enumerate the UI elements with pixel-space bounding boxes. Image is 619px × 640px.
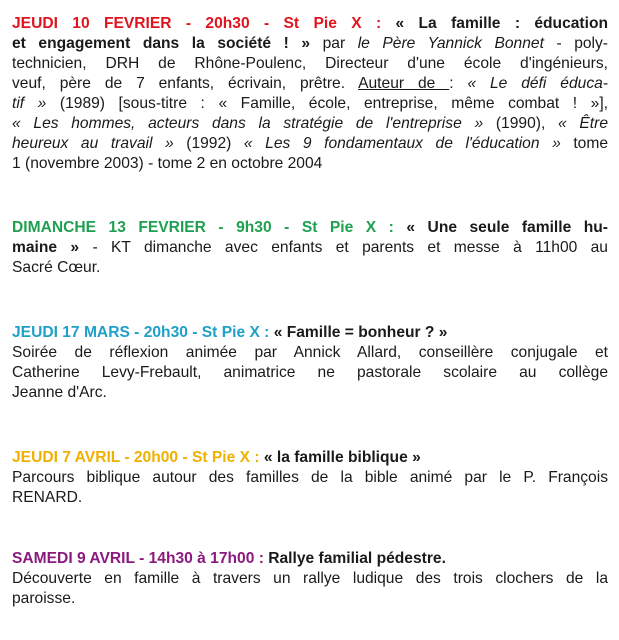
event-header: JEUDI 17 MARS - 20h30 - St Pie X : [12,324,270,341]
event-text: Catherine Levy-Frebault, animatrice ne pastorale scolaire au collège [12,364,608,381]
event-title: « Famille = bonheur ? » [269,324,448,341]
event-text: RENARD. [12,489,83,506]
event-text: - poly- [543,35,609,52]
event-text: : [449,75,468,92]
event-line [12,218,608,238]
event-line [12,134,608,154]
event-line [12,549,608,569]
event-samedi-9-avril [12,549,608,609]
event-text: technicien, DRH de Rhône-Poulenc, Directeur d'une école d'ingénieurs, [12,55,608,72]
event-text: Parcours biblique autour des familles de la bible animé par le P. François [12,469,608,486]
event-line [12,323,608,343]
event-line [12,569,608,589]
event-title: et engagement dans la société ! » [12,35,311,52]
event-line [12,383,608,403]
event-text: Soirée de réflexion animée par Annick Allard, conseillère conjugale et [12,344,608,361]
event-line [12,94,608,114]
event-line [12,488,608,508]
event-jeudi-10-fevrier [12,14,608,174]
event-header: JEUDI 7 AVRIL - 20h00 - St Pie X : [12,449,260,466]
event-auteur-label: Auteur de [358,75,450,92]
event-title: maine » [12,239,80,256]
event-text: (1989) [sous-titre : « Famille, école, entreprise, même combat ! »], [46,95,608,112]
event-line [12,343,608,363]
event-header: DIMANCHE 13 FEVRIER - 9h30 - St Pie X : [12,219,394,236]
event-text: (1990), [483,115,558,132]
event-text: tome [560,135,609,152]
event-text: paroisse. [12,590,76,607]
event-title: « La famille : éducation [395,15,609,32]
event-jeudi-7-avril [12,448,608,508]
event-line [12,363,608,383]
event-line [12,238,608,258]
event-title: Rallye familial pédestre. [263,550,446,567]
event-book-title: « Le défi éduca- [467,75,608,92]
event-book-title: « Les hommes, acteurs dans la stratégie de l'entreprise » [12,115,484,132]
event-speaker: le Père Yannick Bonnet [357,35,544,52]
event-text: par [310,35,358,52]
event-book-title: heureux au travail » [12,135,174,152]
event-text: Découverte en famille à travers un rallye ludique des trois clochers de la [12,570,608,587]
event-line [12,154,608,174]
event-text: Sacré Cœur. [12,259,101,276]
event-text: veuf, père de 7 enfants, écrivain, prêtre. [12,75,359,92]
event-text: (1992) [173,135,244,152]
event-title: « la famille biblique » [259,449,421,466]
event-text: Jeanne d'Arc. [12,384,107,401]
event-book-title: « Les 9 fondamentaux de l'éducation » [243,135,561,152]
event-text: 1 (novembre 2003) - tome 2 en octobre 2004 [12,155,323,172]
event-line [12,589,608,609]
event-header: JEUDI 10 FEVRIER - 20h30 - St Pie X : [12,15,382,32]
event-line [12,14,608,34]
event-line [12,448,608,468]
event-line [12,468,608,488]
event-jeudi-17-mars [12,323,608,403]
event-book-title: tif » [12,95,47,112]
event-line [12,74,608,94]
event-dimanche-13-fevrier [12,218,608,278]
event-text: - KT dimanche avec enfants et parents et messe à 11h00 au [79,239,608,256]
event-title: « Une seule famille hu- [406,219,608,236]
event-line [12,34,608,54]
event-book-title: « Être [558,115,608,132]
event-line [12,54,608,74]
event-line [12,258,608,278]
event-header: SAMEDI 9 AVRIL - 14h30 à 17h00 : [12,550,264,567]
event-line [12,114,608,134]
